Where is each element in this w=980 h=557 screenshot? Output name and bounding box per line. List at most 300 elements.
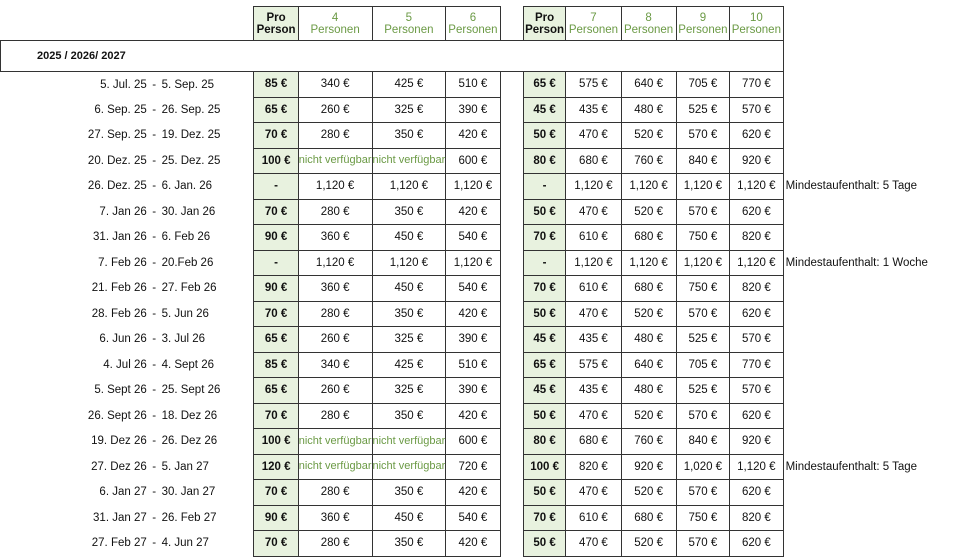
- price-cell: 750 €: [676, 225, 729, 251]
- price-cell: 260 €: [298, 97, 372, 123]
- date-from: 27. Sep. 25: [87, 129, 147, 142]
- header-pro-person-label: Pro Person: [525, 11, 565, 36]
- price-cell: 570 €: [676, 531, 729, 557]
- spacer: [1, 352, 80, 378]
- price-per-person-a: 90 €: [254, 225, 298, 251]
- price-cell: 540 €: [446, 225, 500, 251]
- minimum-stay-note: Mindestaufenthalt: 5 Tage: [785, 460, 918, 473]
- price-cell: 350 €: [372, 531, 446, 557]
- price-per-person-b: 100 €: [523, 454, 566, 480]
- date-from: 19. Dez 26: [91, 435, 147, 448]
- spacer: [500, 480, 523, 506]
- price-cell: 360 €: [298, 276, 372, 302]
- year-row: [1, 41, 980, 72]
- price-cell: 390 €: [446, 378, 500, 404]
- date-separator: -: [152, 537, 157, 550]
- date-to: 25. Sept 26: [161, 384, 221, 397]
- price-per-person-a: 120 €: [254, 454, 298, 480]
- price-cell: 480 €: [621, 327, 676, 353]
- price-cell: 600 €: [446, 429, 500, 455]
- price-cell: 620 €: [730, 123, 783, 149]
- date-separator: -: [152, 333, 157, 346]
- price-cell: 1,120 €: [730, 250, 783, 276]
- price-cell: 470 €: [566, 301, 621, 327]
- price-per-person-a: 85 €: [254, 72, 298, 98]
- price-per-person-a: 90 €: [254, 276, 298, 302]
- spacer: [1, 225, 80, 251]
- date-to: 19. Dez. 25: [161, 129, 221, 142]
- table-row: [1, 505, 980, 531]
- date-separator: -: [152, 103, 157, 116]
- price-cell: 760 €: [621, 429, 676, 455]
- spacer: [1, 250, 80, 276]
- price-cell: 280 €: [298, 199, 372, 225]
- date-separator: -: [152, 78, 157, 91]
- price-cell: 620 €: [730, 403, 783, 429]
- price-per-person-b: 50 €: [523, 403, 566, 429]
- spacer: [500, 72, 523, 98]
- price-cell: 570 €: [730, 97, 783, 123]
- header-num: 6: [469, 11, 477, 24]
- table-row: [1, 123, 980, 149]
- date-from: 26. Dez. 25: [87, 180, 147, 193]
- price-per-person-b: 45 €: [523, 378, 566, 404]
- price-cell: 1,120 €: [566, 250, 621, 276]
- spacer: [1, 403, 80, 429]
- spacer: [1, 480, 80, 506]
- date-to: 4. Jun 27: [161, 537, 209, 550]
- minimum-stay-note: [783, 148, 979, 174]
- table-row: [1, 225, 980, 251]
- price-cell: 260 €: [298, 378, 372, 404]
- price-per-person-b: -: [523, 174, 566, 200]
- date-from: 5. Sept 26: [94, 384, 147, 397]
- spacer: [500, 174, 523, 200]
- header-label: Personen: [384, 23, 434, 36]
- price-cell: 770 €: [730, 72, 783, 98]
- header-row: [1, 7, 980, 41]
- price-cell: 570 €: [676, 480, 729, 506]
- price-cell: 750 €: [676, 505, 729, 531]
- date-separator: -: [152, 205, 157, 218]
- date-from: 26. Sept 26: [87, 409, 147, 422]
- table-row: [1, 174, 980, 200]
- date-from: 5. Jul. 25: [100, 78, 147, 91]
- price-cell: 350 €: [372, 480, 446, 506]
- price-cell: 525 €: [676, 378, 729, 404]
- date-to: 30. Jan 27: [161, 486, 216, 499]
- date-from: 21. Feb 26: [91, 282, 147, 295]
- table-row: [1, 148, 980, 174]
- price-per-person-a: 90 €: [254, 505, 298, 531]
- price-cell: 450 €: [372, 225, 446, 251]
- header-pro-person-b: [523, 7, 566, 41]
- spacer: [500, 352, 523, 378]
- minimum-stay-note: [783, 505, 979, 531]
- price-per-person-b: 65 €: [523, 352, 566, 378]
- price-cell: 1,020 €: [676, 454, 729, 480]
- price-cell: 325 €: [372, 327, 446, 353]
- price-cell: 680 €: [566, 429, 621, 455]
- price-per-person-a: 65 €: [254, 378, 298, 404]
- price-cell: 470 €: [566, 199, 621, 225]
- price-cell: 820 €: [566, 454, 621, 480]
- table-row: [1, 199, 980, 225]
- header-num: 10: [749, 11, 763, 24]
- price-cell: 640 €: [621, 72, 676, 98]
- date-separator: -: [152, 486, 157, 499]
- price-cell: 390 €: [446, 97, 500, 123]
- date-from: 20. Dez. 25: [87, 154, 147, 167]
- price-cell: 680 €: [621, 225, 676, 251]
- spacer: [1, 301, 80, 327]
- header-num: 9: [699, 11, 707, 24]
- spacer: [1, 429, 80, 455]
- spacer: [500, 454, 523, 480]
- spacer: [500, 123, 523, 149]
- price-cell: 420 €: [446, 301, 500, 327]
- price-cell: 350 €: [372, 301, 446, 327]
- header-label: Personen: [623, 23, 674, 36]
- price-cell: 260 €: [298, 327, 372, 353]
- minimum-stay-note: [783, 378, 979, 404]
- price-cell: 350 €: [372, 403, 446, 429]
- date-separator: -: [152, 358, 157, 371]
- price-cell: 340 €: [298, 352, 372, 378]
- price-cell: 920 €: [730, 429, 783, 455]
- spacer: [1, 378, 80, 404]
- date-from: 7. Jan 26: [99, 205, 147, 218]
- price-per-person-b: 70 €: [523, 225, 566, 251]
- price-cell: 1,120 €: [730, 174, 783, 200]
- price-cell: 510 €: [446, 72, 500, 98]
- price-per-person-b: 50 €: [523, 531, 566, 557]
- minimum-stay-note: [783, 199, 979, 225]
- price-cell: 770 €: [730, 352, 783, 378]
- price-per-person-a: 85 €: [254, 352, 298, 378]
- price-cell: 420 €: [446, 123, 500, 149]
- price-cell: 280 €: [298, 531, 372, 557]
- date-separator: -: [152, 460, 157, 473]
- price-cell: 570 €: [676, 123, 729, 149]
- date-from: 27. Feb 27: [91, 537, 147, 550]
- minimum-stay-note: [783, 352, 979, 378]
- price-cell: 520 €: [621, 403, 676, 429]
- header-label: Personen: [678, 23, 728, 36]
- price-cell: 680 €: [621, 276, 676, 302]
- price-per-person-a: 65 €: [254, 327, 298, 353]
- spacer: [1, 454, 80, 480]
- table-row: [1, 403, 980, 429]
- header-label: Personen: [568, 23, 619, 36]
- price-cell: 1,120 €: [566, 174, 621, 200]
- price-cell: 390 €: [446, 327, 500, 353]
- date-to: 30. Jan 26: [161, 205, 216, 218]
- header-pro-person-a: [254, 7, 298, 41]
- price-cell: 450 €: [372, 505, 446, 531]
- minimum-stay-note: [783, 429, 979, 455]
- not-available-cell: nicht verfügbar: [372, 148, 446, 174]
- price-cell: 705 €: [676, 72, 729, 98]
- price-cell: 520 €: [621, 123, 676, 149]
- table-row: [1, 327, 980, 353]
- date-separator: -: [152, 256, 157, 269]
- price-cell: 570 €: [676, 199, 729, 225]
- price-cell: 360 €: [298, 505, 372, 531]
- price-cell: 620 €: [730, 199, 783, 225]
- price-cell: 420 €: [446, 531, 500, 557]
- header-9-persons: [676, 7, 729, 41]
- date-to: 26. Sep. 25: [161, 103, 221, 116]
- spacer: [500, 148, 523, 174]
- price-cell: 350 €: [372, 199, 446, 225]
- date-to: 20.Feb 26: [161, 256, 214, 269]
- date-from: 6. Jun 26: [99, 333, 147, 346]
- minimum-stay-note: Mindestaufenthalt: 1 Woche: [785, 256, 928, 269]
- price-per-person-b: 50 €: [523, 301, 566, 327]
- header-8-persons: [621, 7, 676, 41]
- table-row: [1, 301, 980, 327]
- price-cell: 435 €: [566, 327, 621, 353]
- date-separator: -: [152, 282, 157, 295]
- table-body: [1, 7, 980, 557]
- spacer: [500, 250, 523, 276]
- date-separator: -: [152, 180, 157, 193]
- price-cell: 450 €: [372, 276, 446, 302]
- date-to: 25. Dez. 25: [161, 154, 221, 167]
- price-per-person-b: 80 €: [523, 429, 566, 455]
- price-cell: 610 €: [566, 225, 621, 251]
- price-cell: 525 €: [676, 327, 729, 353]
- price-cell: 820 €: [730, 276, 783, 302]
- price-cell: 600 €: [446, 148, 500, 174]
- spacer: [1, 72, 80, 98]
- not-available-cell: nicht verfügbar: [298, 148, 372, 174]
- date-to: 26. Dez 26: [161, 435, 218, 448]
- price-cell: 510 €: [446, 352, 500, 378]
- price-cell: 360 €: [298, 225, 372, 251]
- date-to: 4. Sept 26: [161, 358, 214, 371]
- date-to: 5. Jun 26: [161, 307, 209, 320]
- date-separator: -: [152, 409, 157, 422]
- date-separator: -: [152, 307, 157, 320]
- price-cell: 640 €: [621, 352, 676, 378]
- date-to: 5. Sep. 25: [161, 78, 214, 91]
- spacer: [500, 378, 523, 404]
- price-cell: 520 €: [621, 199, 676, 225]
- spacer: [500, 199, 523, 225]
- price-cell: 480 €: [621, 378, 676, 404]
- date-from: 7. Feb 26: [98, 256, 147, 269]
- price-cell: 760 €: [621, 148, 676, 174]
- date-separator: -: [152, 129, 157, 142]
- price-per-person-a: 70 €: [254, 403, 298, 429]
- price-cell: 1,120 €: [298, 250, 372, 276]
- price-cell: 570 €: [676, 301, 729, 327]
- price-cell: 525 €: [676, 97, 729, 123]
- table-row: [1, 97, 980, 123]
- not-available-cell: nicht verfügbar: [298, 429, 372, 455]
- price-per-person-b: 80 €: [523, 148, 566, 174]
- header-5-persons: [372, 7, 446, 41]
- header-pro-person-label: Pro Person: [256, 11, 296, 36]
- spacer: [1, 505, 80, 531]
- price-per-person-a: 70 €: [254, 301, 298, 327]
- price-cell: 520 €: [621, 480, 676, 506]
- spacer: [500, 327, 523, 353]
- price-cell: 1,120 €: [621, 250, 676, 276]
- price-cell: 280 €: [298, 123, 372, 149]
- price-cell: 570 €: [676, 403, 729, 429]
- price-per-person-b: 45 €: [523, 97, 566, 123]
- spacer: [500, 97, 523, 123]
- header-label: Personen: [448, 23, 498, 36]
- price-cell: 840 €: [676, 148, 729, 174]
- price-cell: 920 €: [730, 148, 783, 174]
- spacer: [500, 301, 523, 327]
- price-per-person-a: 100 €: [254, 429, 298, 455]
- header-label: Personen: [310, 23, 360, 36]
- header-4-persons: [298, 7, 372, 41]
- not-available-cell: nicht verfügbar: [298, 454, 372, 480]
- price-per-person-b: 50 €: [523, 123, 566, 149]
- date-from: 27. Dez 26: [91, 460, 147, 473]
- price-per-person-a: 70 €: [254, 199, 298, 225]
- price-cell: 620 €: [730, 480, 783, 506]
- date-from: 28. Feb 26: [91, 307, 147, 320]
- date-separator: -: [152, 231, 157, 244]
- table-row: [1, 250, 980, 276]
- price-per-person-b: 50 €: [523, 199, 566, 225]
- price-table: [0, 6, 980, 557]
- price-cell: 610 €: [566, 276, 621, 302]
- price-cell: 280 €: [298, 480, 372, 506]
- price-cell: 425 €: [372, 352, 446, 378]
- price-per-person-b: 50 €: [523, 480, 566, 506]
- date-to: 18. Dez 26: [161, 409, 218, 422]
- date-from: 6. Jan 27: [99, 486, 147, 499]
- price-cell: 325 €: [372, 97, 446, 123]
- price-per-person-a: 70 €: [254, 480, 298, 506]
- price-cell: 570 €: [730, 327, 783, 353]
- price-cell: 325 €: [372, 378, 446, 404]
- minimum-stay-note: [783, 301, 979, 327]
- price-cell: 570 €: [730, 378, 783, 404]
- header-6-persons: [446, 7, 500, 41]
- date-from: 6. Sep. 25: [94, 103, 147, 116]
- price-cell: 1,120 €: [676, 174, 729, 200]
- date-separator: -: [152, 154, 157, 167]
- minimum-stay-note: [783, 327, 979, 353]
- price-cell: 750 €: [676, 276, 729, 302]
- price-per-person-b: 45 €: [523, 327, 566, 353]
- price-cell: 520 €: [621, 531, 676, 557]
- price-per-person-a: -: [254, 250, 298, 276]
- price-cell: 720 €: [446, 454, 500, 480]
- minimum-stay-note: [783, 531, 979, 557]
- date-to: 27. Feb 26: [161, 282, 217, 295]
- price-cell: 470 €: [566, 403, 621, 429]
- price-per-person-a: 100 €: [254, 148, 298, 174]
- price-cell: 610 €: [566, 505, 621, 531]
- minimum-stay-note: [783, 97, 979, 123]
- price-cell: 820 €: [730, 505, 783, 531]
- price-per-person-a: 70 €: [254, 123, 298, 149]
- price-cell: 1,120 €: [298, 174, 372, 200]
- price-cell: 425 €: [372, 72, 446, 98]
- date-separator: -: [152, 511, 157, 524]
- price-cell: 540 €: [446, 276, 500, 302]
- price-cell: 350 €: [372, 123, 446, 149]
- minimum-stay-note: [783, 225, 979, 251]
- spacer: [1, 276, 80, 302]
- price-per-person-b: 70 €: [523, 276, 566, 302]
- table-row: [1, 454, 980, 480]
- minimum-stay-note: [783, 123, 979, 149]
- spacer: [500, 429, 523, 455]
- table-row: [1, 72, 980, 98]
- price-per-person-a: 65 €: [254, 97, 298, 123]
- header-num: 7: [590, 11, 597, 24]
- price-cell: 1,120 €: [372, 250, 446, 276]
- price-cell: 280 €: [298, 301, 372, 327]
- price-cell: 705 €: [676, 352, 729, 378]
- spacer: [1, 123, 80, 149]
- price-cell: 470 €: [566, 123, 621, 149]
- date-from: 4. Jul 26: [103, 358, 147, 371]
- header-label: Personen: [731, 23, 781, 36]
- year-label: 2025 / 2026/ 2027: [1, 41, 784, 72]
- date-to: 6. Feb 26: [161, 231, 211, 244]
- minimum-stay-note: [783, 276, 979, 302]
- price-per-person-b: 65 €: [523, 72, 566, 98]
- price-cell: 680 €: [621, 505, 676, 531]
- price-cell: 840 €: [676, 429, 729, 455]
- not-available-cell: nicht verfügbar: [372, 429, 446, 455]
- price-cell: 575 €: [566, 352, 621, 378]
- price-cell: 1,120 €: [446, 174, 500, 200]
- price-cell: 340 €: [298, 72, 372, 98]
- date-separator: -: [152, 435, 157, 448]
- date-separator: -: [152, 384, 157, 397]
- spacer: [1, 148, 80, 174]
- price-cell: 820 €: [730, 225, 783, 251]
- header-10-persons: [730, 7, 783, 41]
- spacer: [500, 276, 523, 302]
- price-cell: 540 €: [446, 505, 500, 531]
- price-cell: 1,120 €: [621, 174, 676, 200]
- price-cell: 620 €: [730, 531, 783, 557]
- price-cell: 420 €: [446, 199, 500, 225]
- spacer: [1, 174, 80, 200]
- date-to: 3. Jul 26: [161, 333, 206, 346]
- minimum-stay-note: [783, 480, 979, 506]
- not-available-cell: nicht verfügbar: [372, 454, 446, 480]
- price-per-person-a: 70 €: [254, 531, 298, 557]
- spacer: [1, 97, 80, 123]
- price-cell: 470 €: [566, 480, 621, 506]
- date-from: 31. Jan 26: [93, 231, 147, 244]
- spacer: [500, 403, 523, 429]
- header-num: 5: [405, 11, 413, 24]
- price-cell: 435 €: [566, 97, 621, 123]
- price-cell: 435 €: [566, 378, 621, 404]
- spacer: [1, 199, 80, 225]
- price-cell: 920 €: [621, 454, 676, 480]
- spacer: [500, 531, 523, 557]
- date-to: 5. Jan 27: [161, 460, 209, 473]
- header-7-persons: [566, 7, 621, 41]
